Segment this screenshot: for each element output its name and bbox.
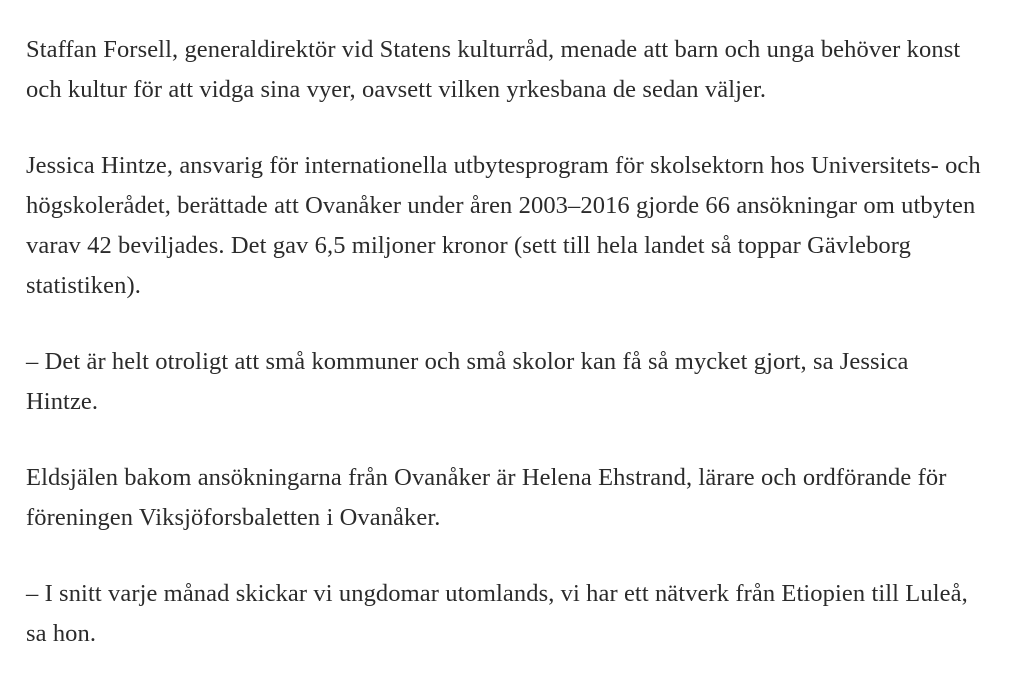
paragraph-hintze: Jessica Hintze, ansvarig för internationella utbytesprogram för skolsektorn hos Universitets- och högskolerådet, berättade att Ovanåker under åren 2003–2016 gjorde 66 ansökningar om utbyten varav 42 beviljades. Det gav 6,5 miljoner kronor (sett till hela landet så toppar Gävleborg statistiken). bbox=[26, 152, 981, 299]
paragraph-ehstrand-quote: – I snitt varje månad skickar vi ungdomar utomlands, vi har ett nätverk från Etiopien till Luleå, sa hon. bbox=[26, 580, 968, 647]
paragraph-ehstrand: Eldsjälen bakom ansökningarna från Ovanåker är Helena Ehstrand, lärare och ordförande för föreningen Viksjöforsbaletten i Ovanåker. bbox=[26, 464, 947, 531]
paragraph-forsell: Staffan Forsell, generaldirektör vid Statens kulturråd, menade att barn och unga behöver konst och kultur för att vidga sina vyer, oavsett vilken yrkesbana de sedan väljer. bbox=[26, 36, 961, 103]
paragraph-hintze-quote: – Det är helt otroligt att små kommuner och små skolor kan få så mycket gjort, sa Jessica Hintze. bbox=[26, 348, 909, 415]
